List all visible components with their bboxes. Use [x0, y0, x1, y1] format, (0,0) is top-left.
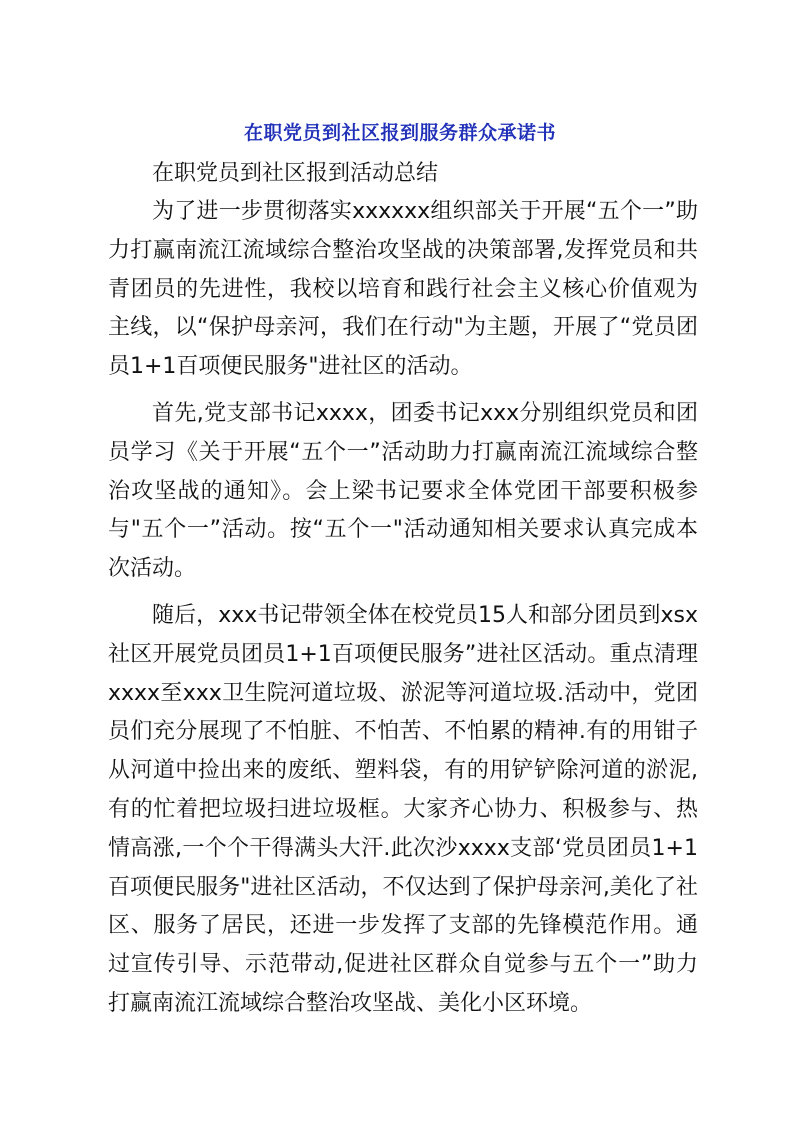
paragraph-intro: 为了进一步贯彻落实xxxxxx组织部关于开展“五个一”助力打赢南流江流域综合整治攻坚战的决策部署,发挥党员和共青团员的先进性，我校以培育和践行社会主义核心价值观为主线，以“保护母亲河，我们在行动"为主题，开展了“党员团员1+1百项便民服务"进社区的活动。 — [108, 199, 698, 380]
paragraph-first: 首先,党支部书记xxxx，团委书记xxx分别组织党员和团员学习《关于开展“五个一”活动助力打赢南流江流域综合整治攻坚战的通知》。会上梁书记要求全体党团干部要积极参与"五个一”活动。按“五个一"活动通知相关要求认真完成本次活动。 — [108, 400, 698, 582]
document-subtitle: 在职党员到社区报到活动总结 — [152, 161, 439, 186]
document-body — [108, 155, 698, 1032]
paragraph-activity: 随后，xxx书记带领全体在校党员15人和部分团员到xsx社区开展党员团员1+1百项便民服务”进社区活动。重点清理xxxx至xxx卫生院河道垃圾、淤泥等河道垃圾.活动中，党团员们充分展现了不怕脏、不怕苦、不怕累的精神.有的用钳子从河道中捡出来的废纸、塑料袋，有的用铲铲除河道的淤泥,有的忙着把垃圾扫进垃圾框。大家齐心协力、积极参与、热情高涨,一个个干得满头大汗.此次沙xxxx支部‘党员团员1+1百项便民服务"进社区活动，不仅达到了保护母亲河,美化了社区、服务了居民，还进一步发挥了支部的先锋模范作用。通过宣传引导、示范带动,促进社区群众自觉参与五个一”助力打赢南流江流域综合整治攻坚战、美化小区环境。 — [108, 602, 698, 1016]
document-title: 在职党员到社区报到服务群众承诺书 — [243, 122, 556, 144]
